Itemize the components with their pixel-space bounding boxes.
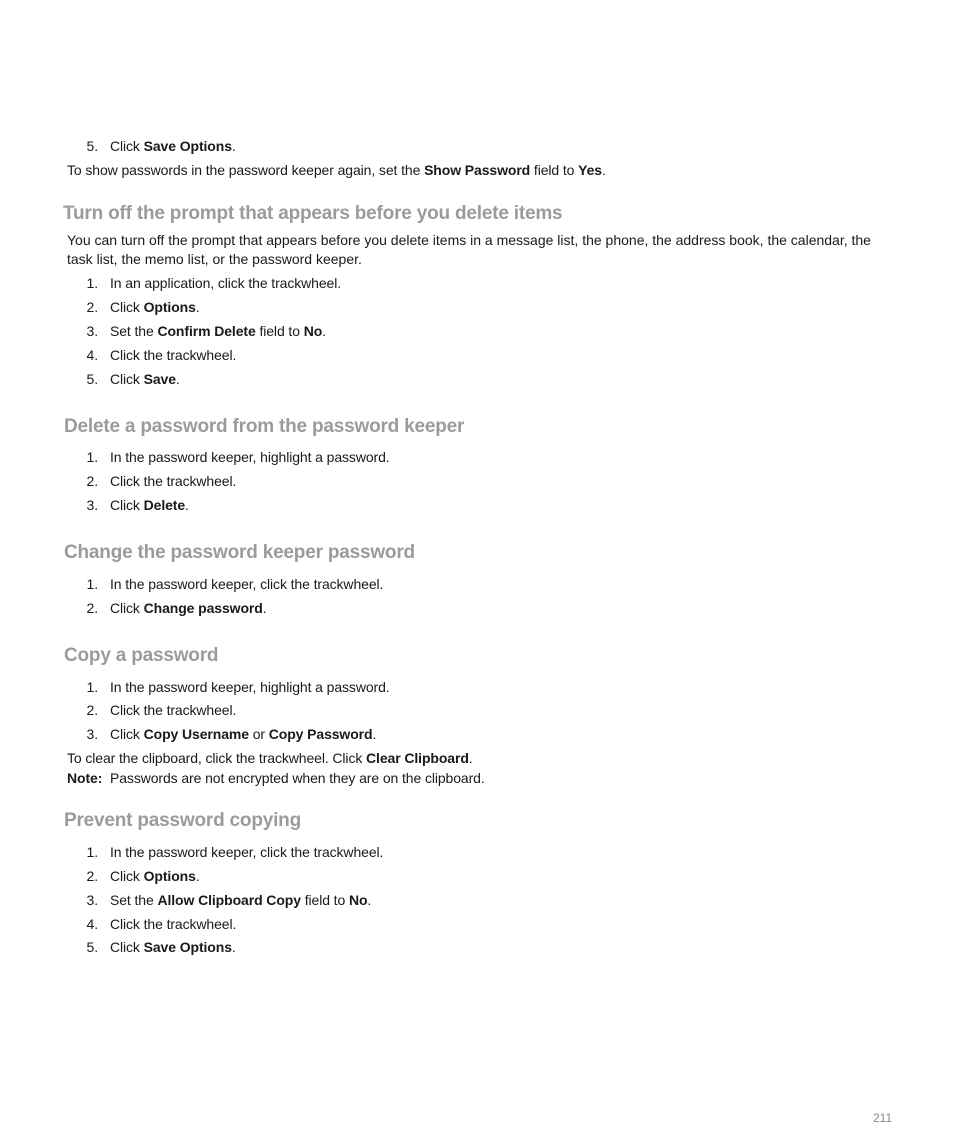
note (67, 769, 485, 787)
paragraph: You can turn off the prompt that appears before you delete items in a message list, the phone, the address book, the calendar, the task list, the memo list, or the password keeper. (67, 232, 871, 267)
step-text: In the password keeper, click the trackwheel. (110, 844, 384, 860)
step-text (110, 370, 180, 388)
step-text: In the password keeper, highlight a password. (110, 449, 390, 465)
paragraph (67, 749, 473, 767)
step-suffix: . (195, 868, 200, 884)
bold-term: Save Options (143, 138, 232, 154)
step-number: 3. (86, 726, 98, 742)
step-number: 1. (86, 844, 98, 860)
step-suffix: . (175, 371, 180, 387)
step-number: 4. (86, 916, 98, 932)
bold-term: No (348, 892, 368, 908)
step-prefix: Click (110, 726, 144, 742)
step-text: Click the trackwheel. (110, 347, 237, 363)
step-number: 2. (86, 299, 98, 315)
bold-term: Save (143, 371, 176, 387)
step-prefix: Click (110, 371, 144, 387)
step-text: Click the trackwheel. (110, 916, 237, 932)
bold-term: Copy Password (268, 726, 373, 742)
bold-term: No (303, 323, 323, 339)
step-text (110, 891, 371, 909)
step-number: 5. (86, 939, 98, 955)
step-suffix: . (195, 299, 200, 315)
step-number: 1. (86, 275, 98, 291)
text-run: . (602, 162, 606, 178)
step-number: 2. (86, 868, 98, 884)
section-heading: Change the password keeper password (64, 542, 415, 563)
step-number: 1. (86, 576, 98, 592)
step-text (110, 322, 326, 340)
section-heading: Turn off the prompt that appears before you delete items (63, 203, 563, 224)
step-prefix: Click (110, 138, 144, 154)
text-run: field to (530, 162, 579, 178)
step-text: In the password keeper, highlight a password. (110, 679, 390, 695)
note-label: Note: (67, 770, 103, 786)
step-text (110, 867, 200, 885)
bold-term: Show Password (424, 162, 531, 178)
step-suffix: . (231, 939, 236, 955)
bold-term: Options (143, 868, 196, 884)
step-suffix: . (231, 138, 236, 154)
step-text (110, 725, 376, 743)
step-prefix: Click (110, 868, 144, 884)
bold-term: Yes (578, 162, 602, 178)
bold-term: Delete (143, 497, 186, 513)
step-suffix: . (367, 892, 372, 908)
step-text (110, 137, 236, 155)
bold-term: Confirm Delete (157, 323, 256, 339)
step-number: 1. (86, 679, 98, 695)
text-run: . (468, 750, 473, 766)
step-text: Click the trackwheel. (110, 473, 237, 489)
step-number: 3. (86, 323, 98, 339)
step-number: 2. (86, 600, 98, 616)
step-number: 3. (86, 892, 98, 908)
bold-term: Copy Username (143, 726, 249, 742)
step-number: 2. (86, 473, 98, 489)
step-prefix: Click (110, 299, 144, 315)
step-number: 1. (86, 449, 98, 465)
step-text (110, 496, 189, 514)
section-heading: Prevent password copying (64, 810, 301, 831)
step-text (110, 599, 267, 617)
step-number: 5. (86, 371, 98, 387)
step-suffix: . (322, 323, 326, 339)
bold-term: Change password (143, 600, 263, 616)
section-heading: Copy a password (64, 645, 219, 666)
paragraph (67, 161, 606, 179)
step-prefix: Set the (110, 323, 158, 339)
step-number: 4. (86, 347, 98, 363)
text-run: To clear the clipboard, click the trackwheel. Click (67, 750, 367, 766)
step-prefix: Click (110, 497, 144, 513)
text-run: To show passwords in the password keeper again, set the (67, 162, 425, 178)
text-run: field to (300, 892, 349, 908)
step-text: Click the trackwheel. (110, 702, 237, 718)
step-number: 2. (86, 702, 98, 718)
bold-term: Options (143, 299, 196, 315)
step-text: In an application, click the trackwheel. (110, 275, 342, 291)
bold-term: Clear Clipboard (366, 750, 469, 766)
bold-term: Save Options (143, 939, 232, 955)
text-run: field to (255, 323, 304, 339)
step-suffix: . (185, 497, 189, 513)
bold-term: Allow Clipboard Copy (157, 892, 301, 908)
section-heading: Delete a password from the password keeper (64, 416, 465, 437)
page-number: 211 (873, 1111, 893, 1125)
step-suffix: . (262, 600, 267, 616)
step-number: 5. (86, 138, 98, 154)
note-text: Passwords are not encrypted when they are on the clipboard. (110, 770, 485, 786)
step-prefix: Set the (110, 892, 158, 908)
step-number: 3. (86, 497, 98, 513)
step-prefix: Click (110, 600, 144, 616)
step-text (110, 938, 236, 956)
text-run: or (248, 726, 269, 742)
step-text (110, 298, 200, 316)
step-prefix: Click (110, 939, 144, 955)
step-text: In the password keeper, click the trackwheel. (110, 576, 384, 592)
step-suffix: . (372, 726, 377, 742)
